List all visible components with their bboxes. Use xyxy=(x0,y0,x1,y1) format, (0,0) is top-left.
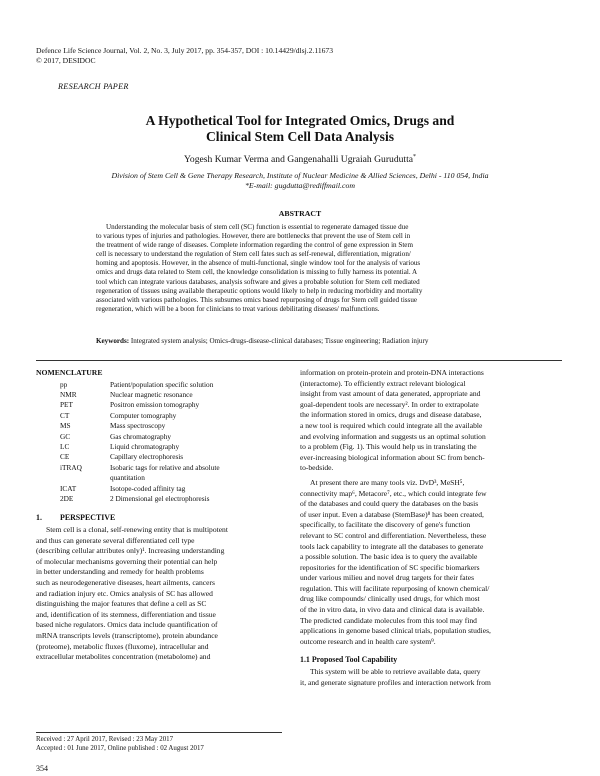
section-1-body xyxy=(36,525,282,663)
body-line: outcome research and in health care system⁹. xyxy=(300,636,436,646)
body-line: connectivity map⁶, Metacore⁷, etc., which could integrate few xyxy=(300,488,487,498)
nomenclature-row xyxy=(36,484,282,494)
body-line: a possible solution. The basic idea is to query the available xyxy=(300,552,478,562)
nomenclature-abbr: 2DE xyxy=(60,494,74,504)
body-line: Stem cell is a clonal, self-renewing entity that is multipotent xyxy=(46,525,228,535)
right-column xyxy=(300,368,562,688)
body-line: a new tool is required which could integrate all the available xyxy=(300,420,483,430)
nomenclature-def: 2 Dimensional gel electrophoresis xyxy=(110,494,210,504)
body-line: of the databases and could query the databases on the basis xyxy=(300,499,479,509)
body-line: and evolving information and suggests us an optimal solution xyxy=(300,431,486,441)
affiliation-block xyxy=(20,171,580,191)
nomenclature-def: Computer tomography xyxy=(110,410,177,420)
body-line: relevant to SC control and differentiation. Nevertheless, these xyxy=(300,530,487,540)
nomenclature-row xyxy=(36,463,282,473)
footnote-divider xyxy=(36,732,282,733)
nomenclature-def: Positron emission tomography xyxy=(110,400,200,410)
journal-header xyxy=(36,46,333,66)
nomenclature-abbr: CT xyxy=(60,410,70,420)
received-dates xyxy=(36,735,282,753)
right-para-1 xyxy=(300,368,562,474)
body-line: The predicted candidate molecules from this tool may find xyxy=(300,615,477,625)
abstract-divider xyxy=(36,360,562,361)
nomenclature-def: Isobaric tags for relative and absolute xyxy=(110,462,220,472)
abstract-line: regeneration, which will be a boon for clinicians to treat various debilitating diseases/ malfunctions. xyxy=(96,304,380,313)
abstract-line: the treatment of wide range of diseases. Complete information regarding the control of gene expression in Stem xyxy=(96,241,413,250)
abstract-heading: ABSTRACT xyxy=(278,209,322,218)
abstract-line: to various types of injuries and pathologies. However, there are bottlenecks that prevent the use of Stem cell in xyxy=(96,232,411,241)
body-line: regulation. This will facilitate repurposing of known chemical/ xyxy=(300,583,490,593)
section-type: RESEARCH PAPER xyxy=(58,82,129,91)
body-line: under various milieu and novel drug targets for their fates xyxy=(300,573,475,583)
body-line: distinguishing the major features that define a cell as SC xyxy=(36,599,207,609)
title-line-1: A Hypothetical Tool for Integrated Omics, Drugs and xyxy=(145,113,455,128)
nomenclature-abbr: PET xyxy=(60,400,73,410)
authors xyxy=(60,154,540,165)
body-line: to a problem (Fig. 1). This would help us in translating the xyxy=(300,442,477,452)
body-line: in better understanding and remedy for health problems xyxy=(36,567,204,577)
body-line: of user input. Even a database (StemBase)⁸ has been created, xyxy=(300,509,484,519)
abstract-line: omics and drugs data related to Stem cell, the knowledge consolidation is missing to fully harness its potential. A xyxy=(96,268,418,277)
body-line: the information stored in omics, drugs and disease database, xyxy=(300,410,482,420)
subsection-heading: 1.1 Proposed Tool Capability xyxy=(300,655,398,665)
received-line: Received : 27 April 2017, Revised : 23 May 2017 xyxy=(36,736,174,743)
nomenclature-def: Isotope-coded affinity tag xyxy=(110,483,186,493)
corresponding-mark: * xyxy=(413,153,417,160)
keywords xyxy=(96,337,522,345)
nomenclature-list xyxy=(36,380,282,505)
body-line: and thus can generate several differentiated cell type xyxy=(36,535,195,545)
journal-citation: Defence Life Science Journal, Vol. 2, No. 3, July 2017, pp. 354-357, DOI : 10.14429/dlsj.2.11673 xyxy=(36,46,334,55)
paper-title xyxy=(60,113,540,145)
body-line: specifically, to facilitate the discovery of gene's function xyxy=(300,520,471,530)
body-line: insight from vast amount of data generated, appropriate and xyxy=(300,389,481,399)
abstract-line: tool which can integrate various databases, analysis software and gives a probable solution for Stem cell mediated xyxy=(96,277,420,286)
nomenclature-row xyxy=(36,494,282,504)
body-line: it, and generate signature profiles and interaction network from xyxy=(300,677,491,687)
abstract-line: associated with various pathologies. This subsumes omics based repurposing of drugs for Stem cell guided tissue xyxy=(96,295,418,304)
right-para-3 xyxy=(300,667,562,688)
nomenclature-heading: NOMENCLATURE xyxy=(36,368,103,377)
nomenclature-abbr: NMR xyxy=(60,390,77,399)
nomenclature-def: quantitation xyxy=(110,473,145,483)
nomenclature-row xyxy=(36,390,282,400)
accepted-line: Accepted : 01 June 2017, Online published : 02 August 2017 xyxy=(36,745,204,753)
body-line: such as neurodegenerative diseases, heart ailments, cancers xyxy=(36,578,215,588)
body-line: (describing cellular attributes only)¹. Increasing understanding xyxy=(36,546,225,556)
nomenclature-abbr: MS xyxy=(60,421,71,431)
title-line-2: Clinical Stem Cell Data Analysis xyxy=(205,129,395,144)
body-line: information on protein-protein and protein-DNA interactions xyxy=(300,368,484,377)
nomenclature-def: Patient/population specific solution xyxy=(110,379,214,389)
section-number: 1. xyxy=(36,513,42,523)
nomenclature-abbr: LC xyxy=(60,442,70,452)
page-number: 354 xyxy=(36,764,48,773)
right-para-2 xyxy=(300,478,562,648)
body-line: mRNA transcripts levels (transcriptome), protein abundance xyxy=(36,631,218,640)
section-title: PERSPECTIVE xyxy=(60,513,116,523)
nomenclature-abbr xyxy=(36,473,110,483)
nomenclature-abbr: CE xyxy=(60,452,70,462)
abstract-line: cell is necessary to understand the regulation of Stem cell fates such as self-renewal, differentiation, migration/ xyxy=(96,250,411,259)
nomenclature-row xyxy=(36,400,282,410)
author-names: Yogesh Kumar Verma and Gangenahalli Ugraiah Gurudutta xyxy=(183,154,414,165)
body-line: of the in vitro data, in vivo data and clinical data is available. xyxy=(300,605,485,615)
nomenclature-abbr: iTRAQ xyxy=(60,462,82,472)
body-line: extracellular metabolites concentration (metabolome) and xyxy=(36,652,211,662)
nomenclature-row xyxy=(36,432,282,442)
body-line: (proteome), metabolic fluxes (fluxome), intracellular and xyxy=(36,641,209,651)
nomenclature-abbr: ICAT xyxy=(60,483,77,493)
body-line: (interactome). To efficiently extract relevant biological xyxy=(300,378,466,388)
left-column xyxy=(36,368,282,663)
body-line: goal-dependent tools are necessary². In order to extrapolate xyxy=(300,399,479,409)
nomenclature-def: Capillary electrophoresis xyxy=(110,452,184,462)
nomenclature-row xyxy=(36,411,282,421)
keywords-text: Integrated system analysis; Omics-drugs-disease-clinical databases; Tissue engineering; Radiation injury xyxy=(130,337,429,345)
nomenclature-row xyxy=(36,452,282,462)
nomenclature-row xyxy=(36,442,282,452)
body-line: of molecular mechanisms governing their potential can help xyxy=(36,556,218,566)
nomenclature-abbr: pp xyxy=(60,379,68,389)
copyright: © 2017, DESIDOC xyxy=(36,56,96,65)
body-line: repositories for the identification of SC specific biomarkers xyxy=(300,562,480,572)
keywords-label: Keywords: xyxy=(96,337,130,345)
body-line: and, identification of its stemness, differentiation and tissue xyxy=(36,609,216,619)
body-line: At present there are many tools viz. DvD³, MeSH⁵, xyxy=(310,477,465,487)
nomenclature-def: Mass spectroscopy xyxy=(110,421,166,431)
nomenclature-def: Liquid chromatography xyxy=(110,442,180,452)
body-line: This system will be able to retrieve available data, query xyxy=(310,667,481,677)
body-line: based niche regulators. Omics data include quantification of xyxy=(36,620,218,630)
body-line: tools lack capability to integrate all the databases to generate xyxy=(300,541,484,551)
abstract-line: homing and apoptosis. However, in the absence of multi-functional, single window tool for the analysis of various xyxy=(96,259,421,268)
abstract-line: regeneration of tissues using available therapeutic options would likely to help in reducing morbidity and mortality xyxy=(96,286,423,295)
body-line: applications in genome based clinical trials, population studies, xyxy=(300,626,491,636)
body-line: ever-increasing biological information about SC from bench- xyxy=(300,452,485,462)
email: *E-mail: gugdutta@rediffmail.com xyxy=(245,181,355,190)
nomenclature-row xyxy=(36,380,282,390)
nomenclature-row xyxy=(36,473,282,483)
affiliation: Division of Stem Cell & Gene Therapy Research, Institute of Nuclear Medicine & Allied Sciences, Delhi - 110 054, India xyxy=(111,171,489,180)
nomenclature-row xyxy=(36,421,282,431)
nomenclature-abbr: GC xyxy=(60,431,71,441)
section-1-heading xyxy=(36,513,282,524)
body-line: to-bedside. xyxy=(300,463,334,473)
nomenclature-def: Gas chromatography xyxy=(110,431,171,441)
nomenclature-def: Nuclear magnetic resonance xyxy=(110,390,193,399)
abstract-line: Understanding the molecular basis of stem cell (SC) function is essential to regenerate damaged tissue due xyxy=(106,223,409,231)
abstract-text xyxy=(96,223,522,314)
body-line: and radiation injury etc. Omics analysis of SC has allowed xyxy=(36,588,213,598)
body-line: drug like compounds/ clinically used drugs, for which most xyxy=(300,594,480,604)
